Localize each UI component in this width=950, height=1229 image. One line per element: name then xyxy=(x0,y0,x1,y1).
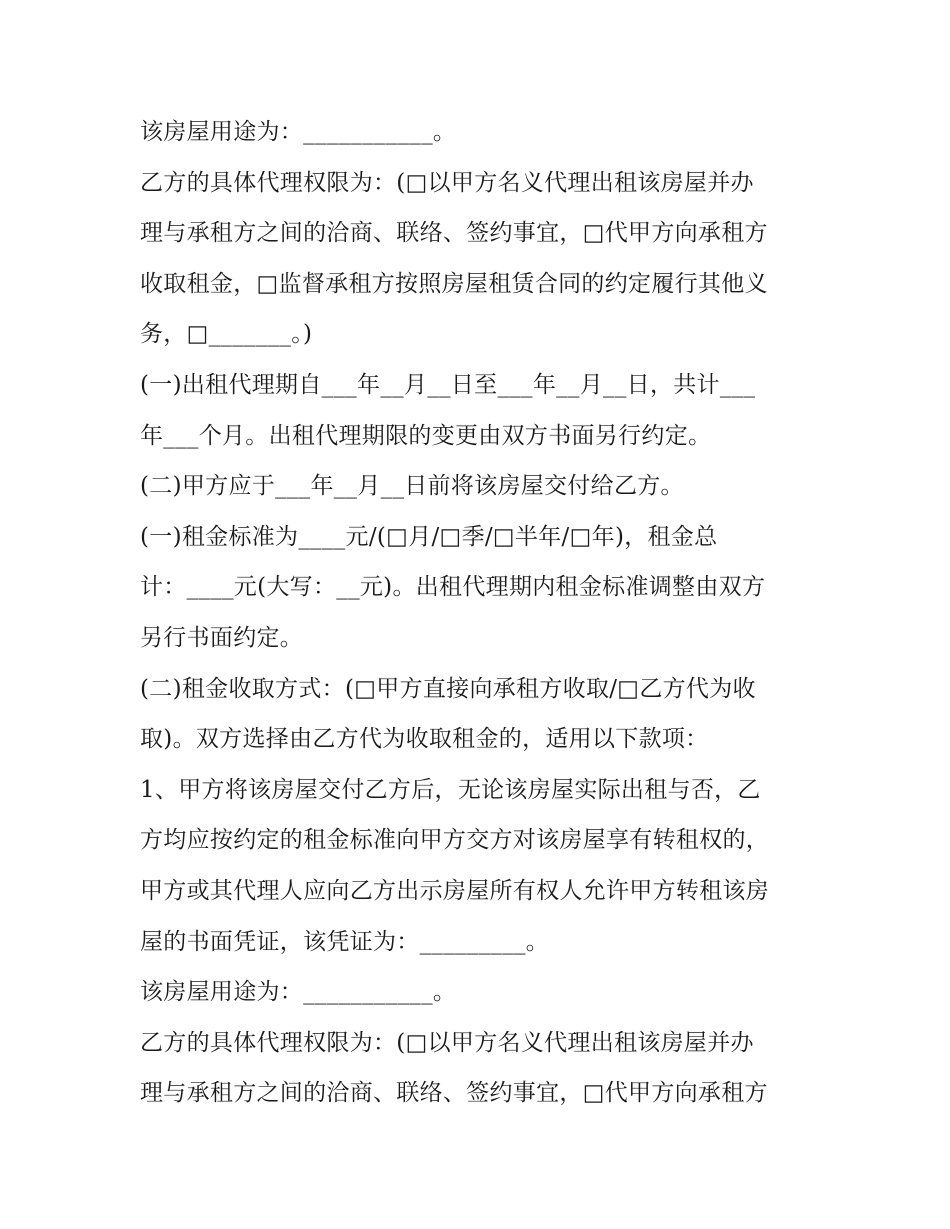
paragraph-line: 屋的书面凭证，该凭证为：_________。 xyxy=(140,928,550,955)
paragraph-line: 1、甲方将该房屋交付乙方后，无论该房屋实际出租与否，乙 xyxy=(140,776,761,803)
paragraph-line: 收取租金，□监督承租方按照房屋租赁合同的约定履行其他义 xyxy=(140,270,768,297)
paragraph-line: (二)租金收取方式：(□甲方直接向承租方收取/□乙方代为收 xyxy=(140,675,756,702)
document-body xyxy=(140,107,820,1119)
paragraph-line: 取)。双方选择由乙方代为收取租金的，适用以下款项： xyxy=(140,726,709,753)
paragraph-line: 乙方的具体代理权限为：(□以甲方名义代理出租该房屋并办 xyxy=(140,169,754,196)
paragraph-line: 理与承租方之间的洽商、联络、签约事宜，□代甲方向承租方 xyxy=(140,220,768,247)
paragraph-line: 务，□_______。) xyxy=(140,321,313,348)
paragraph-line: 理与承租方之间的洽商、联络、签约事宜，□代甲方向承租方 xyxy=(140,1080,768,1107)
paragraph-line: 另行书面约定。 xyxy=(140,624,304,651)
paragraph-line: 计：____元(大写：__元)。出租代理期内租金标准调整由双方 xyxy=(140,574,766,601)
paragraph-line: (一)租金标准为____元/(□月/□季/□半年/□年)，租金总 xyxy=(140,523,718,550)
paragraph-line: 方均应按约定的租金标准向甲方交方对该房屋享有转租权的， xyxy=(140,827,770,854)
paragraph-line: 甲方或其代理人应向乙方出示房屋所有权人允许甲方转租该房 xyxy=(140,877,770,904)
paragraph-line: 年___个月。出租代理期限的变更由双方书面另行约定。 xyxy=(140,422,712,449)
paragraph-line: (一)出租代理期自___年__月__日至___年__月__日，共计___ xyxy=(140,371,756,398)
paragraph-line: 该房屋用途为：___________。 xyxy=(140,119,457,145)
paragraph-line: (二)甲方应于___年__月__日前将该房屋交付给乙方。 xyxy=(140,473,684,500)
paragraph-line: 乙方的具体代理权限为：(□以甲方名义代理出租该房屋并办 xyxy=(140,1029,754,1056)
paragraph-line: 该房屋用途为：___________。 xyxy=(140,979,457,1006)
